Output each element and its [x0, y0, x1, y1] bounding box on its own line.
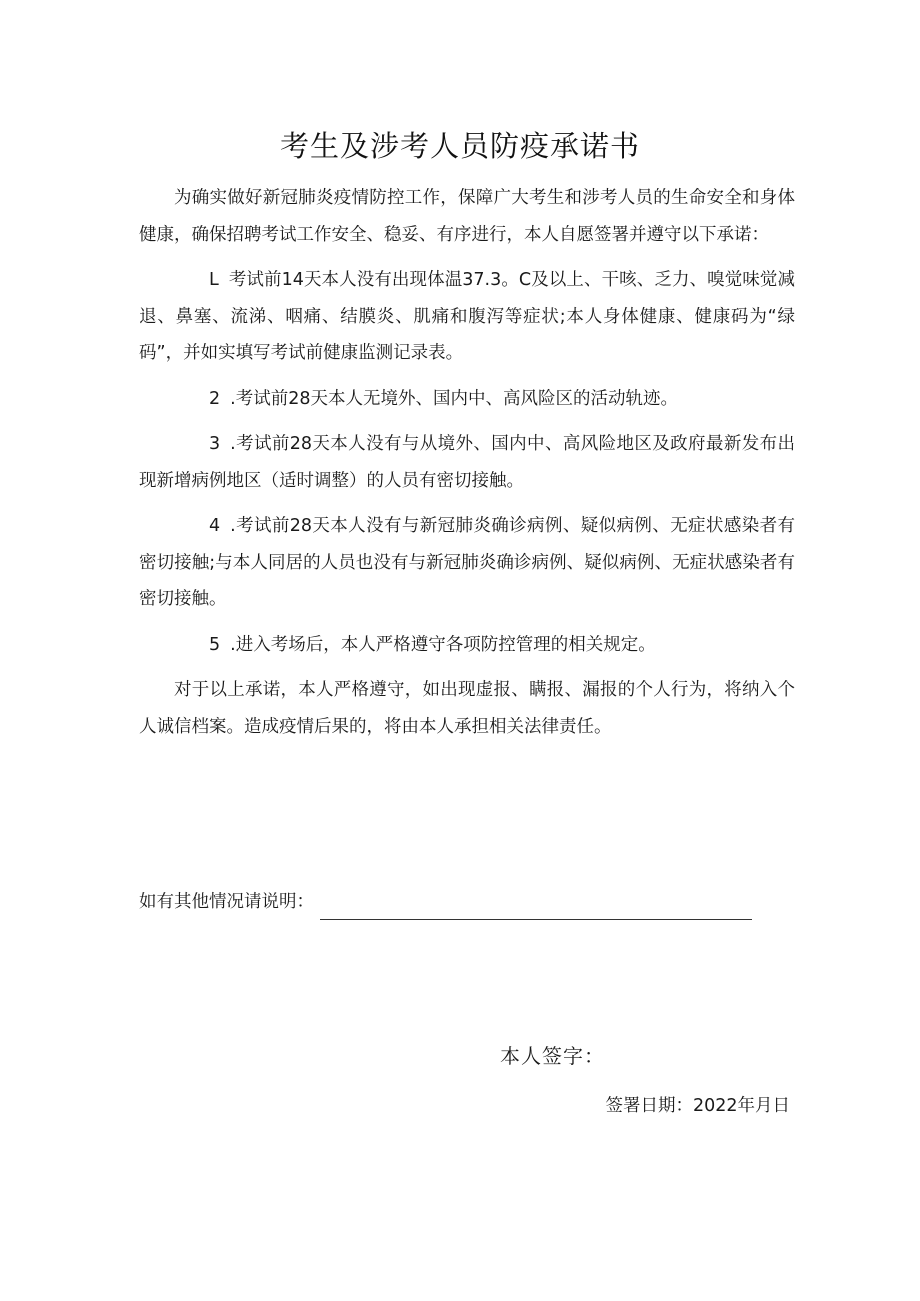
intro-paragraph: 为确实做好新冠肺炎疫情防控工作，保障广大考生和涉考人员的生命安全和身体健康，确保招聘考试工作安全、稳妥、有序进行，本人自愿签署并遵守以下承诺：	[139, 188, 795, 245]
other-notes-label: 如有其他情况请说明：	[139, 892, 314, 912]
other-notes-row	[139, 884, 752, 920]
pledge-item-number: 4	[209, 516, 221, 536]
pledge-item-number: 5	[209, 634, 221, 655]
pledge-item-text: .考试前28天本人没有与新冠肺炎确诊病例、疑似病例、无症状感染者有密切接触;与本人同居的人员也没有与新冠肺炎确诊病例、疑似病例、无症状感染者有密切接触。	[139, 516, 795, 609]
pledge-item-text: .考试前28天本人无境外、国内中、高风险区的活动轨迹。	[230, 388, 678, 409]
pledge-item-number: 3	[209, 434, 221, 454]
pledge-item-1	[139, 262, 795, 372]
document-title: 考生及涉考人员防疫承诺书	[279, 129, 640, 163]
signing-date: 签署日期：2022年月日	[605, 1096, 790, 1116]
document-body	[139, 180, 795, 745]
pledge-item-number: 2	[209, 388, 221, 409]
closing-paragraph: 对于以上承诺，本人严格遵守，如出现虚报、瞒报、漏报的个人行为，将纳入个人诚信档案。造成疫情后果的，将由本人承担相关法律责任。	[139, 680, 795, 737]
pledge-item-text: 考试前14天本人没有出现体温37.3。C及以上、干咳、乏力、嗅觉味觉减退、鼻塞、流涕、咽痛、结膜炎、肌痛和腹泻等症状;本人身体健康、健康码为“绿码”，并如实填写考试前健康监测记录表。	[139, 270, 795, 363]
signature-label: 本人签字：	[500, 1044, 605, 1068]
other-notes-field[interactable]	[320, 893, 752, 920]
pledge-item-3	[139, 426, 795, 499]
pledge-item-text: .考试前28天本人没有与从境外、国内中、高风险地区及政府最新发布出现新增病例地区（适时调整）的人员有密切接触。	[139, 434, 795, 491]
pledge-item-number: L	[209, 270, 219, 290]
pledge-item-2	[139, 381, 795, 418]
pledge-item-5	[139, 627, 795, 664]
pledge-item-4	[139, 508, 795, 618]
pledge-item-text: .进入考场后，本人严格遵守各项防控管理的相关规定。	[230, 634, 656, 655]
